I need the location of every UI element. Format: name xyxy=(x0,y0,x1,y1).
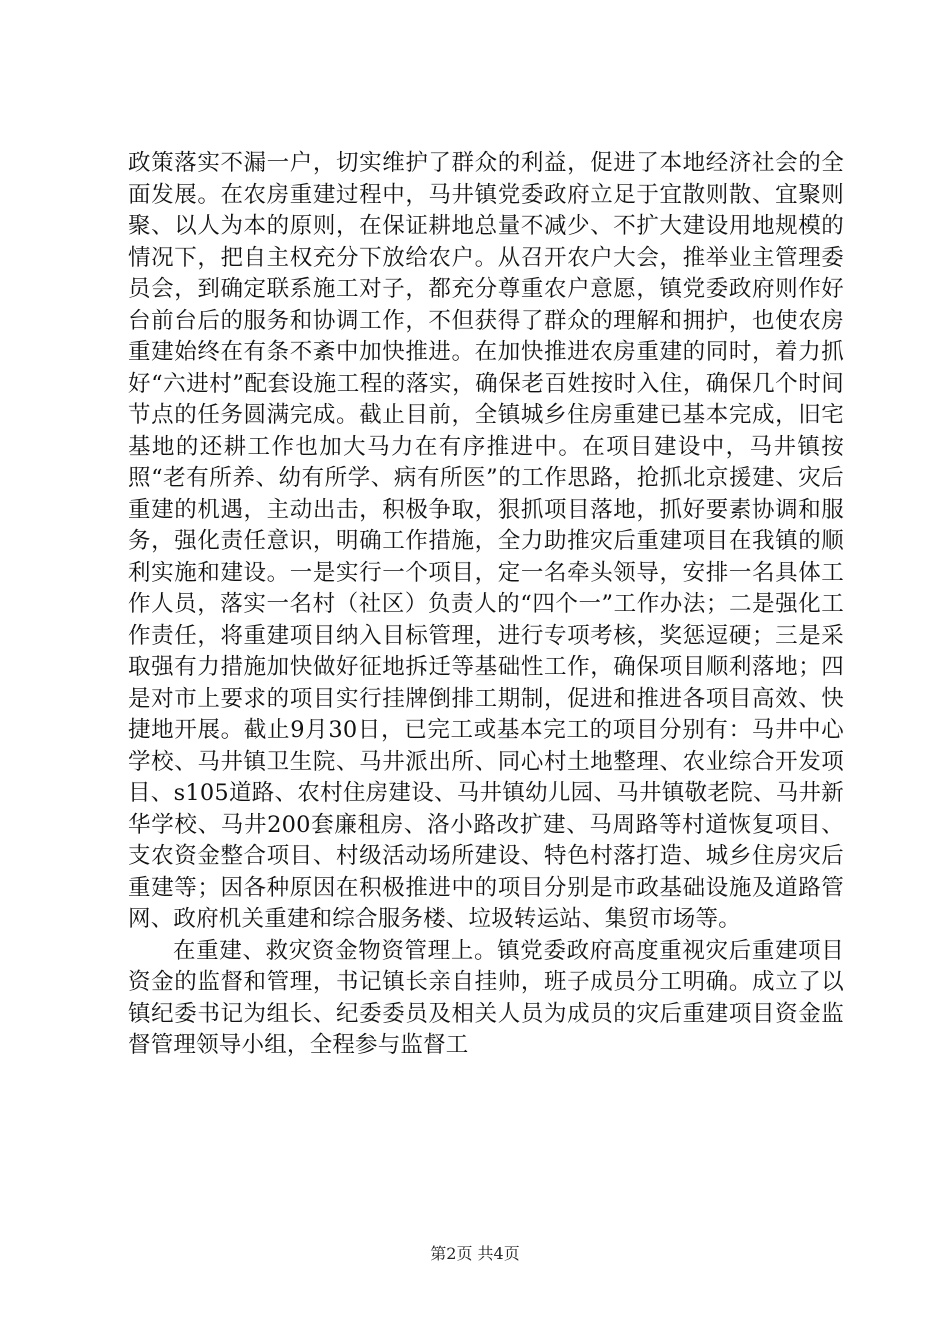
page-footer: 第2页 共4页 xyxy=(430,1244,520,1263)
body-paragraph: 在重建、救灾资金物资管理上。镇党委政府高度重视灾后重建项目资金的监督和管理，书记镇长亲自挂帅，班子成员分工明确。成立了以镇纪委书记为组长、纪委委员及相关人员为成员的灾后重建项目资金监督管理领导小组，全程参与监督工 xyxy=(128,937,844,1058)
body-paragraph: 政策落实不漏一户，切实维护了群众的利益，促进了本地经济社会的全面发展。在农房重建过程中，马井镇党委政府立足于宜散则散、宜聚则聚、以人为本的原则，在保证耕地总量不减少、不扩大建设用地规模的情况下，把自主权充分下放给农户。从召开农户大会，推举业主管理委员会，到确定联系施工对子，都充分尊重农户意愿，镇党委政府则作好台前台后的服务和协调工作，不但获得了群众的理解和拥护，也使农房重建始终在有条不紊中加快推进。在加快推进农房重建的同时，着力抓好“六进村”配套设施工程的落实，确保老百姓按时入住，确保几个时间节点的任务圆满完成。截止目前，全镇城乡住房重建已基本完成，旧宅基地的还耕工作也加大马力在有序推进中。在项目建设中，马井镇按照“老有所养、幼有所学、病有所医”的工作思路，抢抓北京援建、灾后重建的机遇，主动出击，积极争取，狠抓项目落地，抓好要素协调和服务，强化责任意识，明确工作措施，全力助推灾后重建项目在我镇的顺利实施和建设。一是实行一个项目，定一名牵头领导，安排一名具体工作人员，落实一名村（社区）负责人的“四个一”工作办法；二是强化工作责任，将重建项目纳入目标管理，进行专项考核，奖惩逗硬；三是采取强有力措施加快做好征地拆迁等基础性工作，确保项目顺利落地；四是对市上要求的项目实行挂牌倒排工期制，促进和推进各项目高效、快捷地开展。截止9月30日，已完工或基本完工的项目分别有：马井中心学校、马井镇卫生院、马井派出所、同心村土地整理、农业综合开发项目、s105道路、农村住房建设、马井镇幼儿园、马井镇敬老院、马井新华学校、马井200套廉租房、洛小路改扩建、马周路等村道恢复项目、支农资金整合项目、村级活动场所建设、特色村落打造、城乡住房灾后重建等；因各种原因在积极推进中的项目分别是市政基础设施及道路管网、政府机关重建和综合服务楼、垃圾转运站、集贸市场等。 xyxy=(128,150,844,932)
document-body xyxy=(128,148,844,1062)
